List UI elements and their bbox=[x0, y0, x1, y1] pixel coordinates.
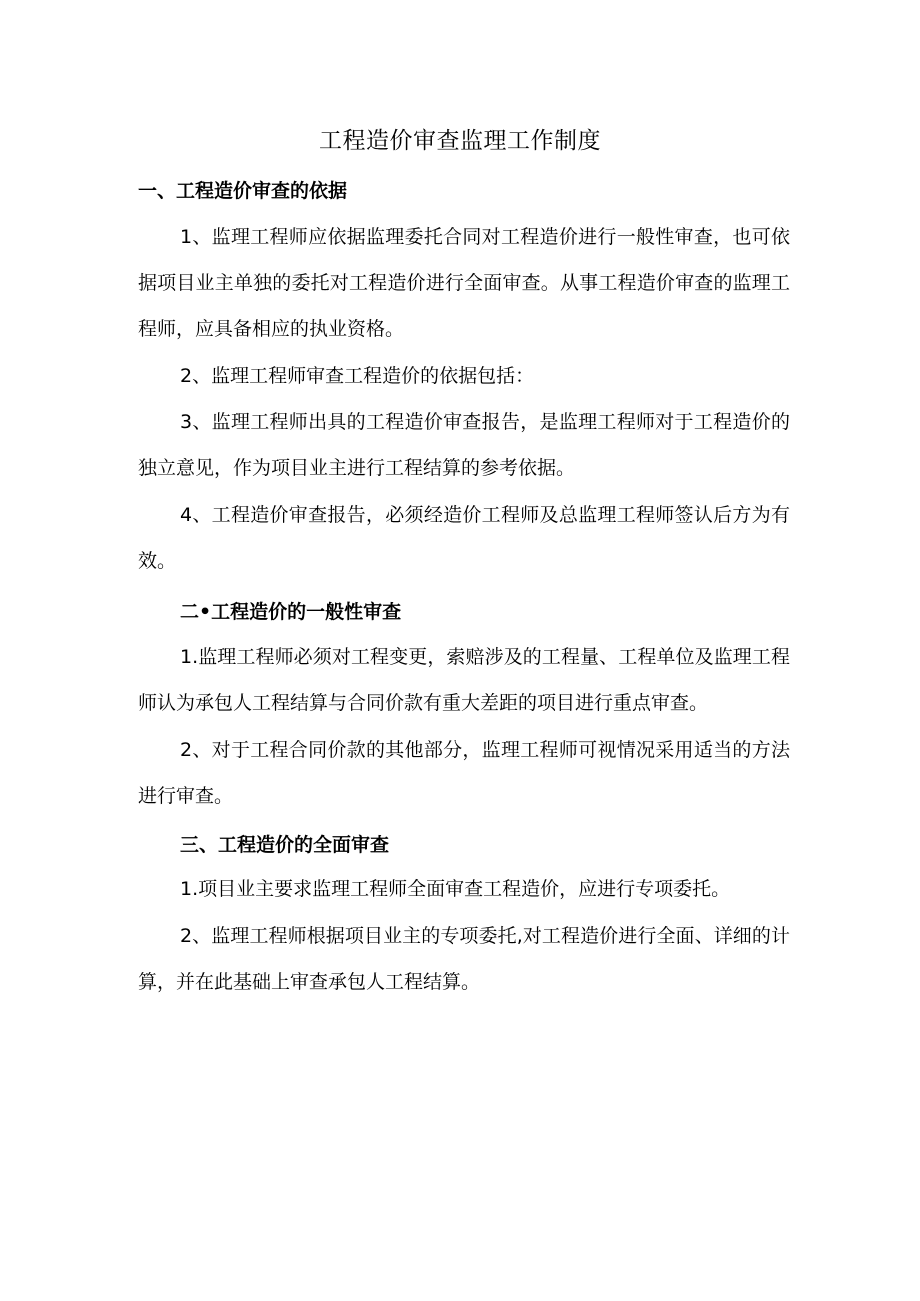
paragraph-3-2: 2、监理工程师根据项目业主的专项委托,对工程造价进行全面、详细的计算，并在此基础上审查承包人工程结算。 bbox=[138, 925, 790, 993]
paragraph-1-3: 3、监理工程师出具的工程造价审查报告，是监理工程师对于工程造价的独立意见，作为项目业主进行工程结算的参考依据。 bbox=[138, 411, 790, 479]
document-title: 工程造价审查监理工作制度 bbox=[319, 128, 601, 154]
paragraph-1-2: 2、监理工程师审查工程造价的依据包括： bbox=[180, 365, 535, 387]
section-heading-1: 一、工程造价审查的依据 bbox=[138, 180, 348, 202]
paragraph-3-1: 1.项目业主要求监理工程师全面审查工程造价，应进行专项委托。 bbox=[180, 878, 731, 900]
paragraph-1-4: 4、工程造价审查报告，必须经造价工程师及总监理工程师签认后方为有效。 bbox=[138, 504, 790, 572]
section-heading-3: 三、工程造价的全面审查 bbox=[180, 834, 390, 856]
paragraph-2-1: 1.监理工程师必须对工程变更，索赔涉及的工程量、工程单位及监理工程师认为承包人工程结算与合同价款有重大差距的项目进行重点审查。 bbox=[138, 646, 790, 714]
paragraph-2-2: 2、对于工程合同价款的其他部分，监理工程师可视情况采用适当的方法进行审查。 bbox=[138, 739, 790, 807]
section-heading-2: 二•工程造价的一般性审查 bbox=[180, 601, 402, 623]
paragraph-1-1: 1、监理工程师应依据监理委托合同对工程造价进行一般性审查，也可依据项目业主单独的委托对工程造价进行全面审查。从事工程造价审查的监理工程师，应具备相应的执业资格。 bbox=[138, 226, 790, 340]
